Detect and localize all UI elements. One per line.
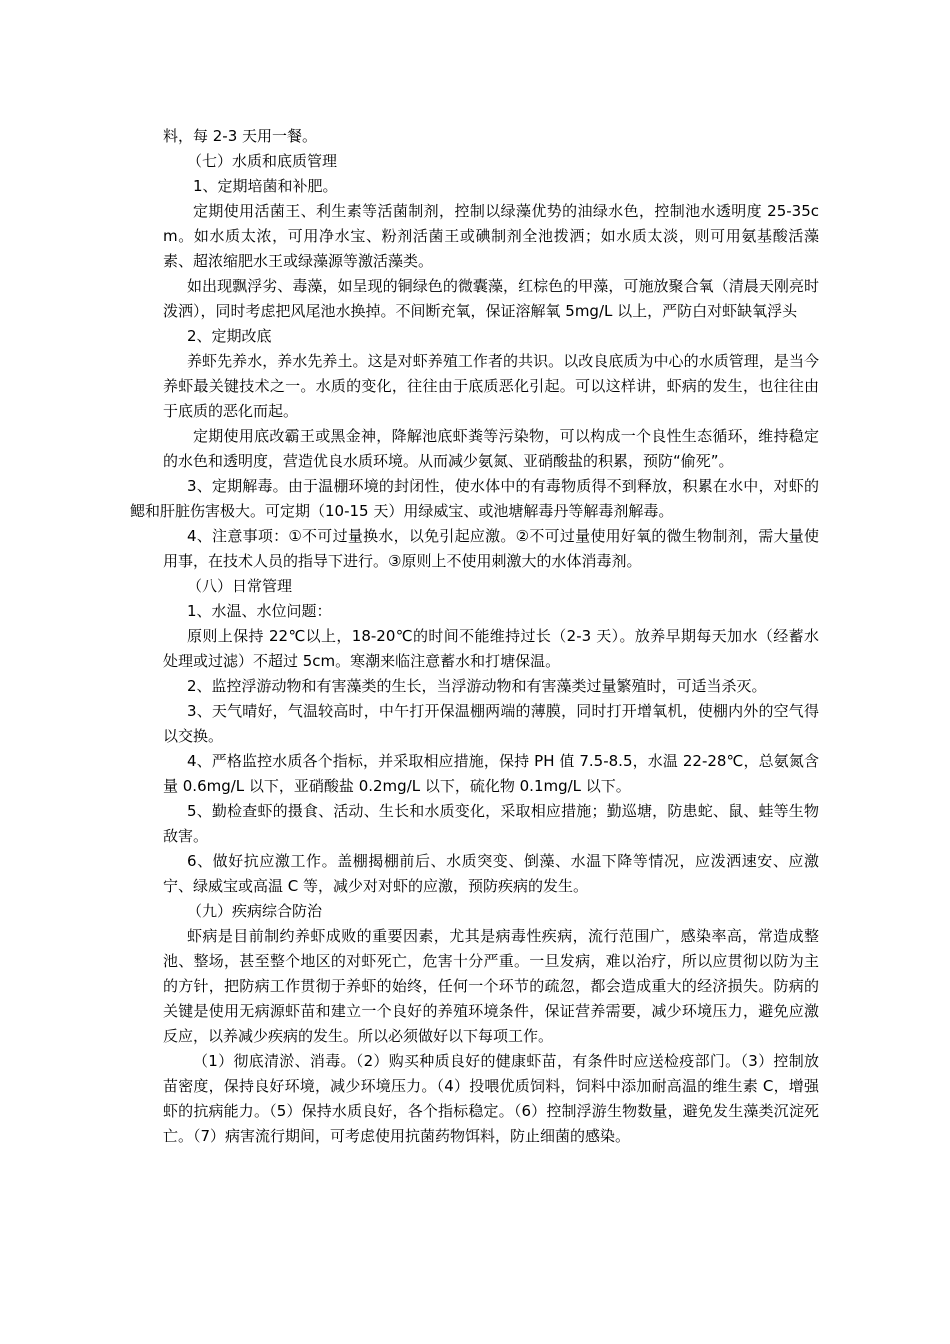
paragraph: 3、天气晴好，气温较高时，中午打开保温棚两端的薄膜，同时打开增氧机，使棚内外的空气得以交换。 [163,702,819,745]
paragraph: 4、严格监控水质各个指标，并采取相应措施，保持 PH 值 7.5-8.5，水温 22-28℃，总氨氮含量 0.6mg/L 以下，亚硝酸盐 0.2mg/L 以下，硫化物 0.1mg/L 以下。 [163,752,819,795]
paragraph: 3、定期解毒。由于温棚环境的封闭性，使水体中的有毒物质得不到释放，积累在水中，对虾的鳃和肝脏伤害极大。可定期（10-15 天）用绿威宝、或池塘解毒丹等解毒剂解毒。 [130,477,819,520]
paragraph: 如出现飘浮劣、毒藻，如呈现的铜绿色的微囊藻，红棕色的甲藻，可施放聚合氧（清晨天刚亮时泼洒），同时考虑把风尾池水换掉。不间断充氧，保证溶解氧 5mg/L 以上，严防白对虾缺氧浮头 [163,277,819,320]
paragraph: 2、监控浮游动物和有害藻类的生长，当浮游动物和有害藻类过量繁殖时，可适当杀灭。 [187,677,767,695]
document-body [130,124,819,1149]
section-heading-9: （九）疾病综合防治 [187,902,323,920]
paragraph: （1）彻底清淤、消毒。（2）购买种质良好的健康虾苗，有条件时应送检疫部门。（3）控制放苗密度，保持良好环境，减少环境压力。（4）投喂优质饲料，饲料中添加耐高温的维生素 C，增强虾的抗病能力。（5）保持水质良好，各个指标稳定。（6）控制浮游生物数量，避免发生藻类沉淀死亡。（7）病害流行期间，可考虑使用抗菌药物饵料，防止细菌的感染。 [163,1052,819,1145]
section-heading-8: （八）日常管理 [187,577,293,595]
subheading: 1、定期培菌和补肥。 [193,177,338,195]
paragraph: 料，每 2-3 天用一餐。 [163,127,318,145]
paragraph: 4、注意事项：①不可过量换水，以免引起应激。②不可过量使用好氧的微生物制剂，需大量使用事，在技术人员的指导下进行。③原则上不使用刺激大的水体消毒剂。 [163,527,819,570]
paragraph: 养虾先养水，养水先养土。这是对虾养殖工作者的共识。以改良底质为中心的水质管理，是当今养虾最关键技术之一。水质的变化，往往由于底质恶化引起。可以这样讲，虾病的发生，也往往由于底质的恶化而起。 [163,352,819,420]
paragraph: 原则上保持 22℃以上，18-20℃的时间不能维持过长（2-3 天）。放养早期每天加水（经蓄水处理或过滤）不超过 5cm。寒潮来临注意蓄水和打塘保温。 [163,627,819,670]
subheading: 1、水温、水位问题： [187,602,332,620]
paragraph: 6、做好抗应激工作。盖棚揭棚前后、水质突变、倒藻、水温下降等情况，应泼洒速安、应激宁、绿威宝或高温 C 等，减少对对虾的应激，预防疾病的发生。 [163,852,819,895]
paragraph: 5、勤检查虾的摄食、活动、生长和水质变化，采取相应措施；勤巡塘，防患蛇、鼠、蛙等生物敌害。 [163,802,819,845]
paragraph: 定期使用底改霸王或黑金神，降解池底虾粪等污染物，可以构成一个良性生态循环，维持稳定的水色和透明度，营造优良水质环境。从而减少氨氮、亚硝酸盐的积累，预防“偷死”。 [163,427,819,470]
subheading: 2、定期改底 [187,327,272,345]
section-heading-7: （七）水质和底质管理 [187,152,338,170]
paragraph: 虾病是目前制约养虾成败的重要因素，尤其是病毒性疾病，流行范围广，感染率高，常造成整池、整场，甚至整个地区的对虾死亡，危害十分严重。一旦发病，难以治疗，所以应贯彻以防为主的方针，把防病工作贯彻于养虾的始终，任何一个环节的疏忽，都会造成重大的经济损失。防病的关键是使用无病源虾苗和建立一个良好的养殖环境条件，保证营养需要，减少环境压力，避免应激反应，以养减少疾病的发生。所以必须做好以下每项工作。 [163,927,819,1045]
paragraph: 定期使用活菌王、利生素等活菌制剂，控制以绿藻优势的油绿水色，控制池水透明度 25-35cm。如水质太浓，可用净水宝、粉剂活菌王或碘制剂全池拨洒；如水质太淡，则可用氨基酸活藻素、超浓缩肥水王或绿藻源等激活藻类。 [163,202,819,270]
